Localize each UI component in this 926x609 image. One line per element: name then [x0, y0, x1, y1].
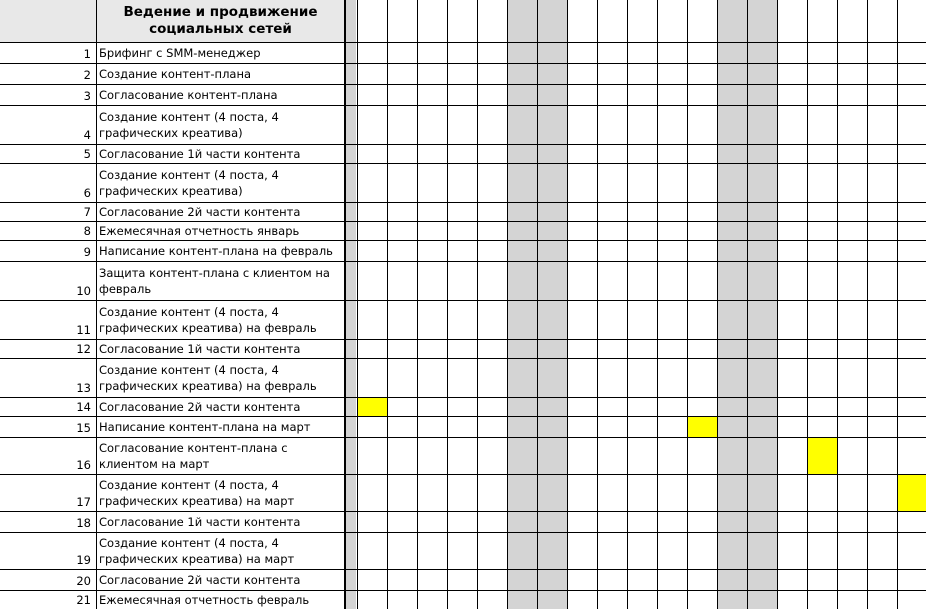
task-label: Согласование контент-плана с клиентом на март — [99, 440, 288, 471]
task-label: Создание контент (4 поста, 4 графических креатива) — [99, 109, 279, 140]
task-label: Защита контент-плана с клиентом на февраль — [99, 265, 330, 296]
task-label: Написание контент-плана на март — [99, 419, 311, 434]
highlighted-cell — [807, 437, 837, 474]
task-number: 17 — [76, 495, 91, 509]
task-number: 19 — [76, 553, 91, 567]
task-label: Брифинг с SMM-менеджер — [99, 45, 261, 60]
task-label: Написание контент-плана на февраль — [99, 243, 333, 258]
task-number: 10 — [76, 284, 91, 298]
task-number: 14 — [76, 400, 91, 414]
task-number: 21 — [76, 593, 91, 607]
weekend-column — [537, 0, 567, 609]
task-label: Согласование 1й части контента — [99, 341, 301, 356]
task-number: 20 — [76, 574, 91, 588]
task-label: Согласование 1й части контента — [99, 514, 301, 529]
task-number: 8 — [83, 224, 91, 238]
task-number: 18 — [76, 516, 91, 530]
task-label: Согласование 2й части контента — [99, 204, 301, 219]
task-number: 15 — [76, 421, 91, 435]
task-number: 5 — [83, 147, 91, 161]
task-label: Создание контент (4 поста, 4 графических креатива) на февраль — [99, 362, 317, 393]
task-label: Создание контент (4 поста, 4 графических креатива) на март — [99, 477, 295, 508]
task-label: Согласование контент-плана — [99, 87, 278, 102]
task-number: 7 — [83, 205, 91, 219]
task-label: Ежемесячная отчетность февраль — [99, 592, 310, 607]
weekend-column — [717, 0, 747, 609]
weekend-column — [747, 0, 777, 609]
task-label: Создание контент (4 поста, 4 графических креатива) на март — [99, 535, 295, 566]
task-label: Ежемесячная отчетность январь — [99, 223, 300, 238]
weekend-column — [507, 0, 537, 609]
corner-cell — [0, 0, 97, 42]
task-label: Согласование 2й части контента — [99, 399, 301, 414]
highlighted-cell — [687, 416, 717, 437]
task-number: 6 — [83, 186, 91, 200]
task-label: Создание контент (4 поста, 4 графических креатива) на февраль — [99, 304, 317, 335]
separator-column — [346, 0, 356, 609]
task-number: 9 — [83, 245, 91, 259]
task-number: 4 — [83, 128, 91, 142]
task-number: 3 — [83, 89, 91, 103]
task-number: 11 — [76, 323, 91, 337]
highlighted-cell — [357, 397, 387, 416]
task-number: 12 — [76, 342, 91, 356]
task-number: 16 — [76, 458, 91, 472]
task-label: Создание контент-плана — [99, 66, 252, 81]
task-label: Создание контент (4 поста, 4 графических креатива) — [99, 167, 279, 198]
task-number: 1 — [83, 47, 91, 61]
task-number: 13 — [76, 381, 91, 395]
highlighted-cell — [897, 474, 926, 511]
task-label: Согласование 1й части контента — [99, 146, 301, 161]
task-number: 2 — [83, 68, 91, 82]
task-label: Согласование 2й части контента — [99, 572, 301, 587]
sheet-header-title: Ведение и продвижение социальных сетей — [123, 4, 318, 37]
